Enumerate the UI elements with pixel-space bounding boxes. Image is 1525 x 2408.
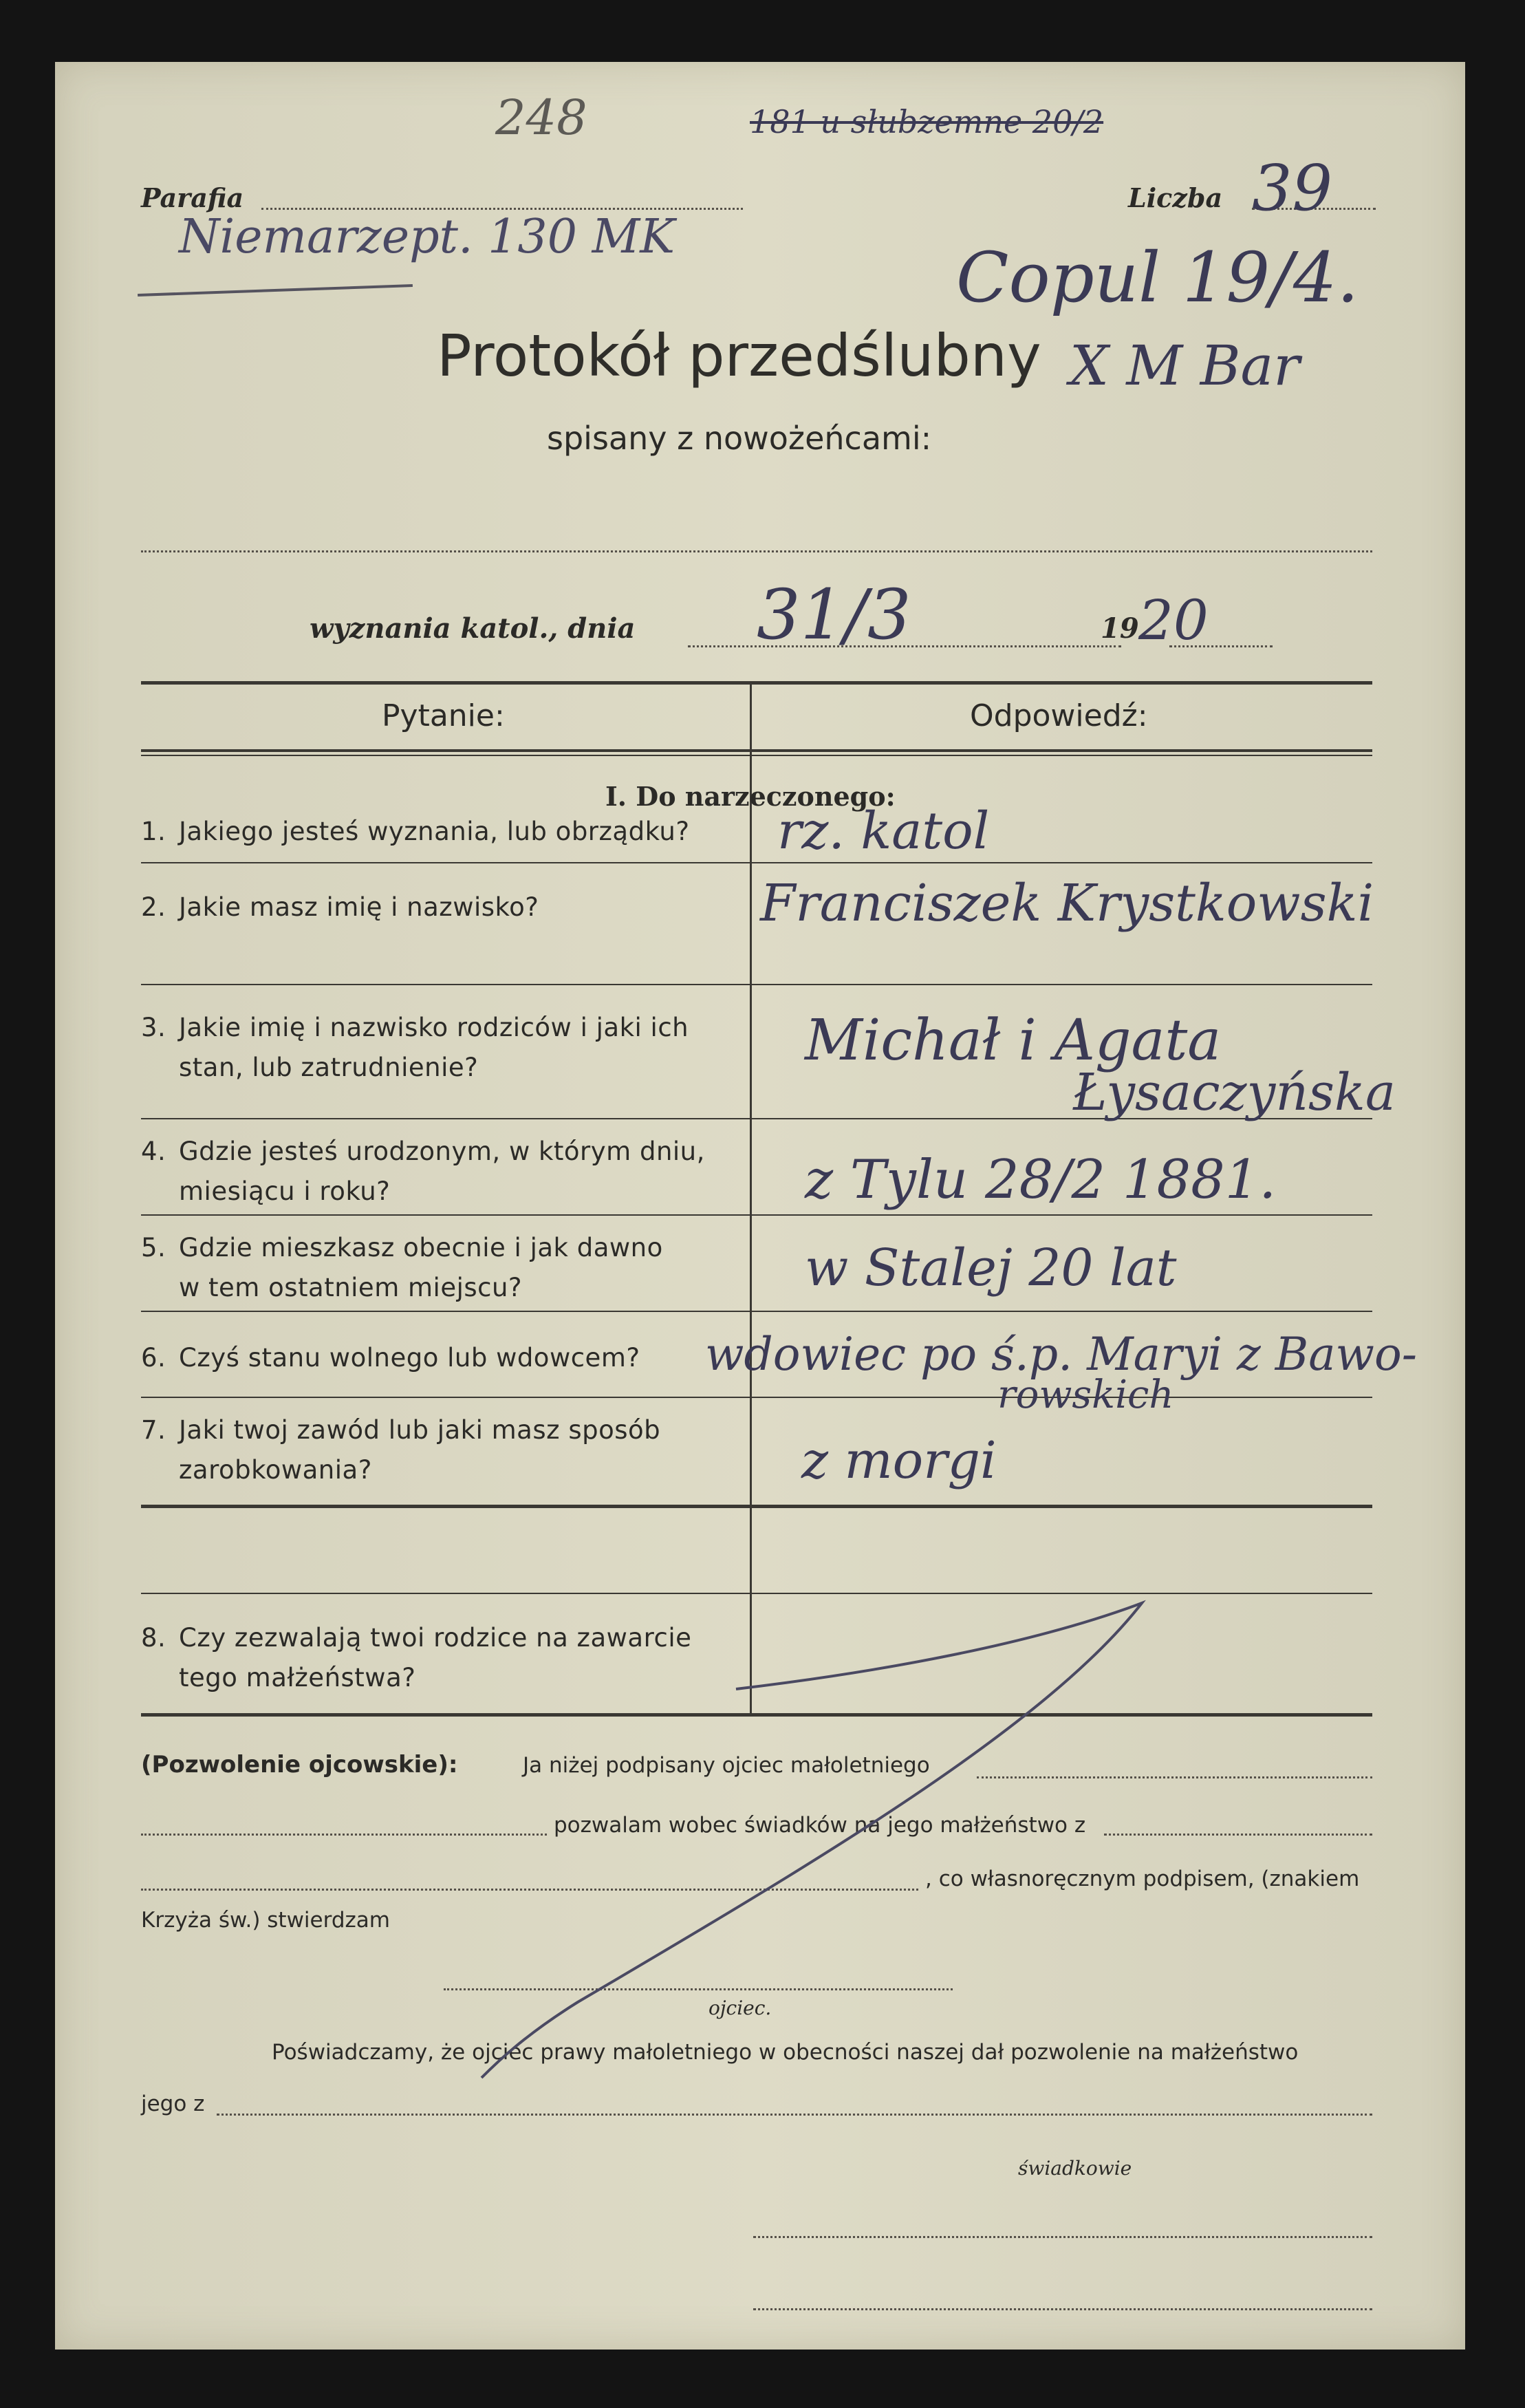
copul-note: Copul 19/4. [956,237,1359,318]
permission-line-2: pozwalam wobec świadków na jego małżeństwo z [554,1813,1086,1838]
question-text: Gdzie jesteś urodzonym, w którym dniu, [179,1137,705,1166]
archive-number: 248 [495,89,587,146]
answer-text-continued: rowskich [997,1373,1174,1417]
question-text: stan, lub zatrudnienie? [179,1053,479,1082]
question-text: Czy zezwalają twoi rodzice na zawarcie [179,1623,692,1653]
question-text: Jakiego jesteś wyznania, lub obrządku? [179,817,690,846]
answer-text: rz. katol [777,802,990,861]
question-number: 2. [141,892,166,922]
question-text: Jakie imię i nazwisko rodziców i jaki ich [179,1013,689,1042]
permission-line-1: Ja niżej podpisany ojciec małoletniego [523,1753,930,1778]
document-sheet [55,62,1465,2350]
answer-text-continued: Łysaczyńska [1073,1063,1396,1122]
number-label: Liczba [1128,182,1223,213]
answer-text: wdowiec po ś.p. Maryi z Bawo- [705,1328,1418,1381]
answer-column-header: Odpowiedź: [970,698,1148,733]
question-text: Jaki twoj zawód lub jaki masz sposób [179,1415,661,1445]
permission-line-4: Krzyża św.) stwierdzam [141,1908,390,1933]
parish-label: Parafia [141,182,244,213]
form-subtitle: spisany z nowożeńcami: [547,420,932,457]
answer-text: z Tylu 28/2 1881. [805,1149,1277,1211]
date-value: 31/3 [757,574,911,655]
question-text: zarobkowania? [179,1455,372,1485]
question-number: 3. [141,1013,166,1042]
number-value: 39 [1252,151,1333,225]
question-number: 6. [141,1343,166,1373]
year-suffix: 20 [1138,588,1209,652]
attestation-text: Poświadczamy, że ojciec prawy małoletniego w obecności naszej dał pozwolenie na małżeństwo [272,2040,1299,2065]
answer-text: w Stalej 20 lat [805,1238,1177,1298]
question-text: Czyś stanu wolnego lub wdowcem? [179,1343,640,1373]
jego-z-label: jego z [141,2092,205,2116]
parish-value: Niemarzept. 130 MK [179,210,675,264]
form-title: Protokół przedślubny [437,322,1041,389]
question-text: Gdzie mieszkasz obecnie i jak dawno [179,1233,663,1262]
question-number: 1. [141,817,166,846]
cancellation-stroke [55,62,1465,2350]
top-ink-note: 181 u słubzemne 20/2 [750,103,1104,140]
answer-text: Michał i Agata [805,1008,1222,1073]
question-number: 8. [141,1623,166,1653]
question-text: w tem ostatniem miejscu? [179,1273,523,1302]
year-prefix: 19 [1101,612,1139,645]
priest-signature: X M Bar [1070,334,1300,398]
question-column-header: Pytanie: [382,698,505,733]
section-title: I. Do narzeczonego: [605,781,896,812]
question-number: 7. [141,1415,166,1445]
witnesses-label: świadkowie [1018,2157,1132,2180]
permission-heading: (Pozwolenie ojcowskie): [141,1751,458,1778]
date-label: wyznania katol., dnia [310,612,636,645]
question-number: 4. [141,1137,166,1166]
answer-text: Franciszek Krystkowski [760,874,1374,933]
answer-text: z morgi [801,1431,997,1490]
question-number: 5. [141,1233,166,1262]
permission-line-3: , co własnoręcznym podpisem, (znakiem [925,1867,1360,1891]
question-text: tego małżeństwa? [179,1663,416,1692]
father-label: ojciec. [709,1997,772,2019]
question-text: miesiącu i roku? [179,1176,391,1206]
question-text: Jakie masz imię i nazwisko? [179,892,539,922]
